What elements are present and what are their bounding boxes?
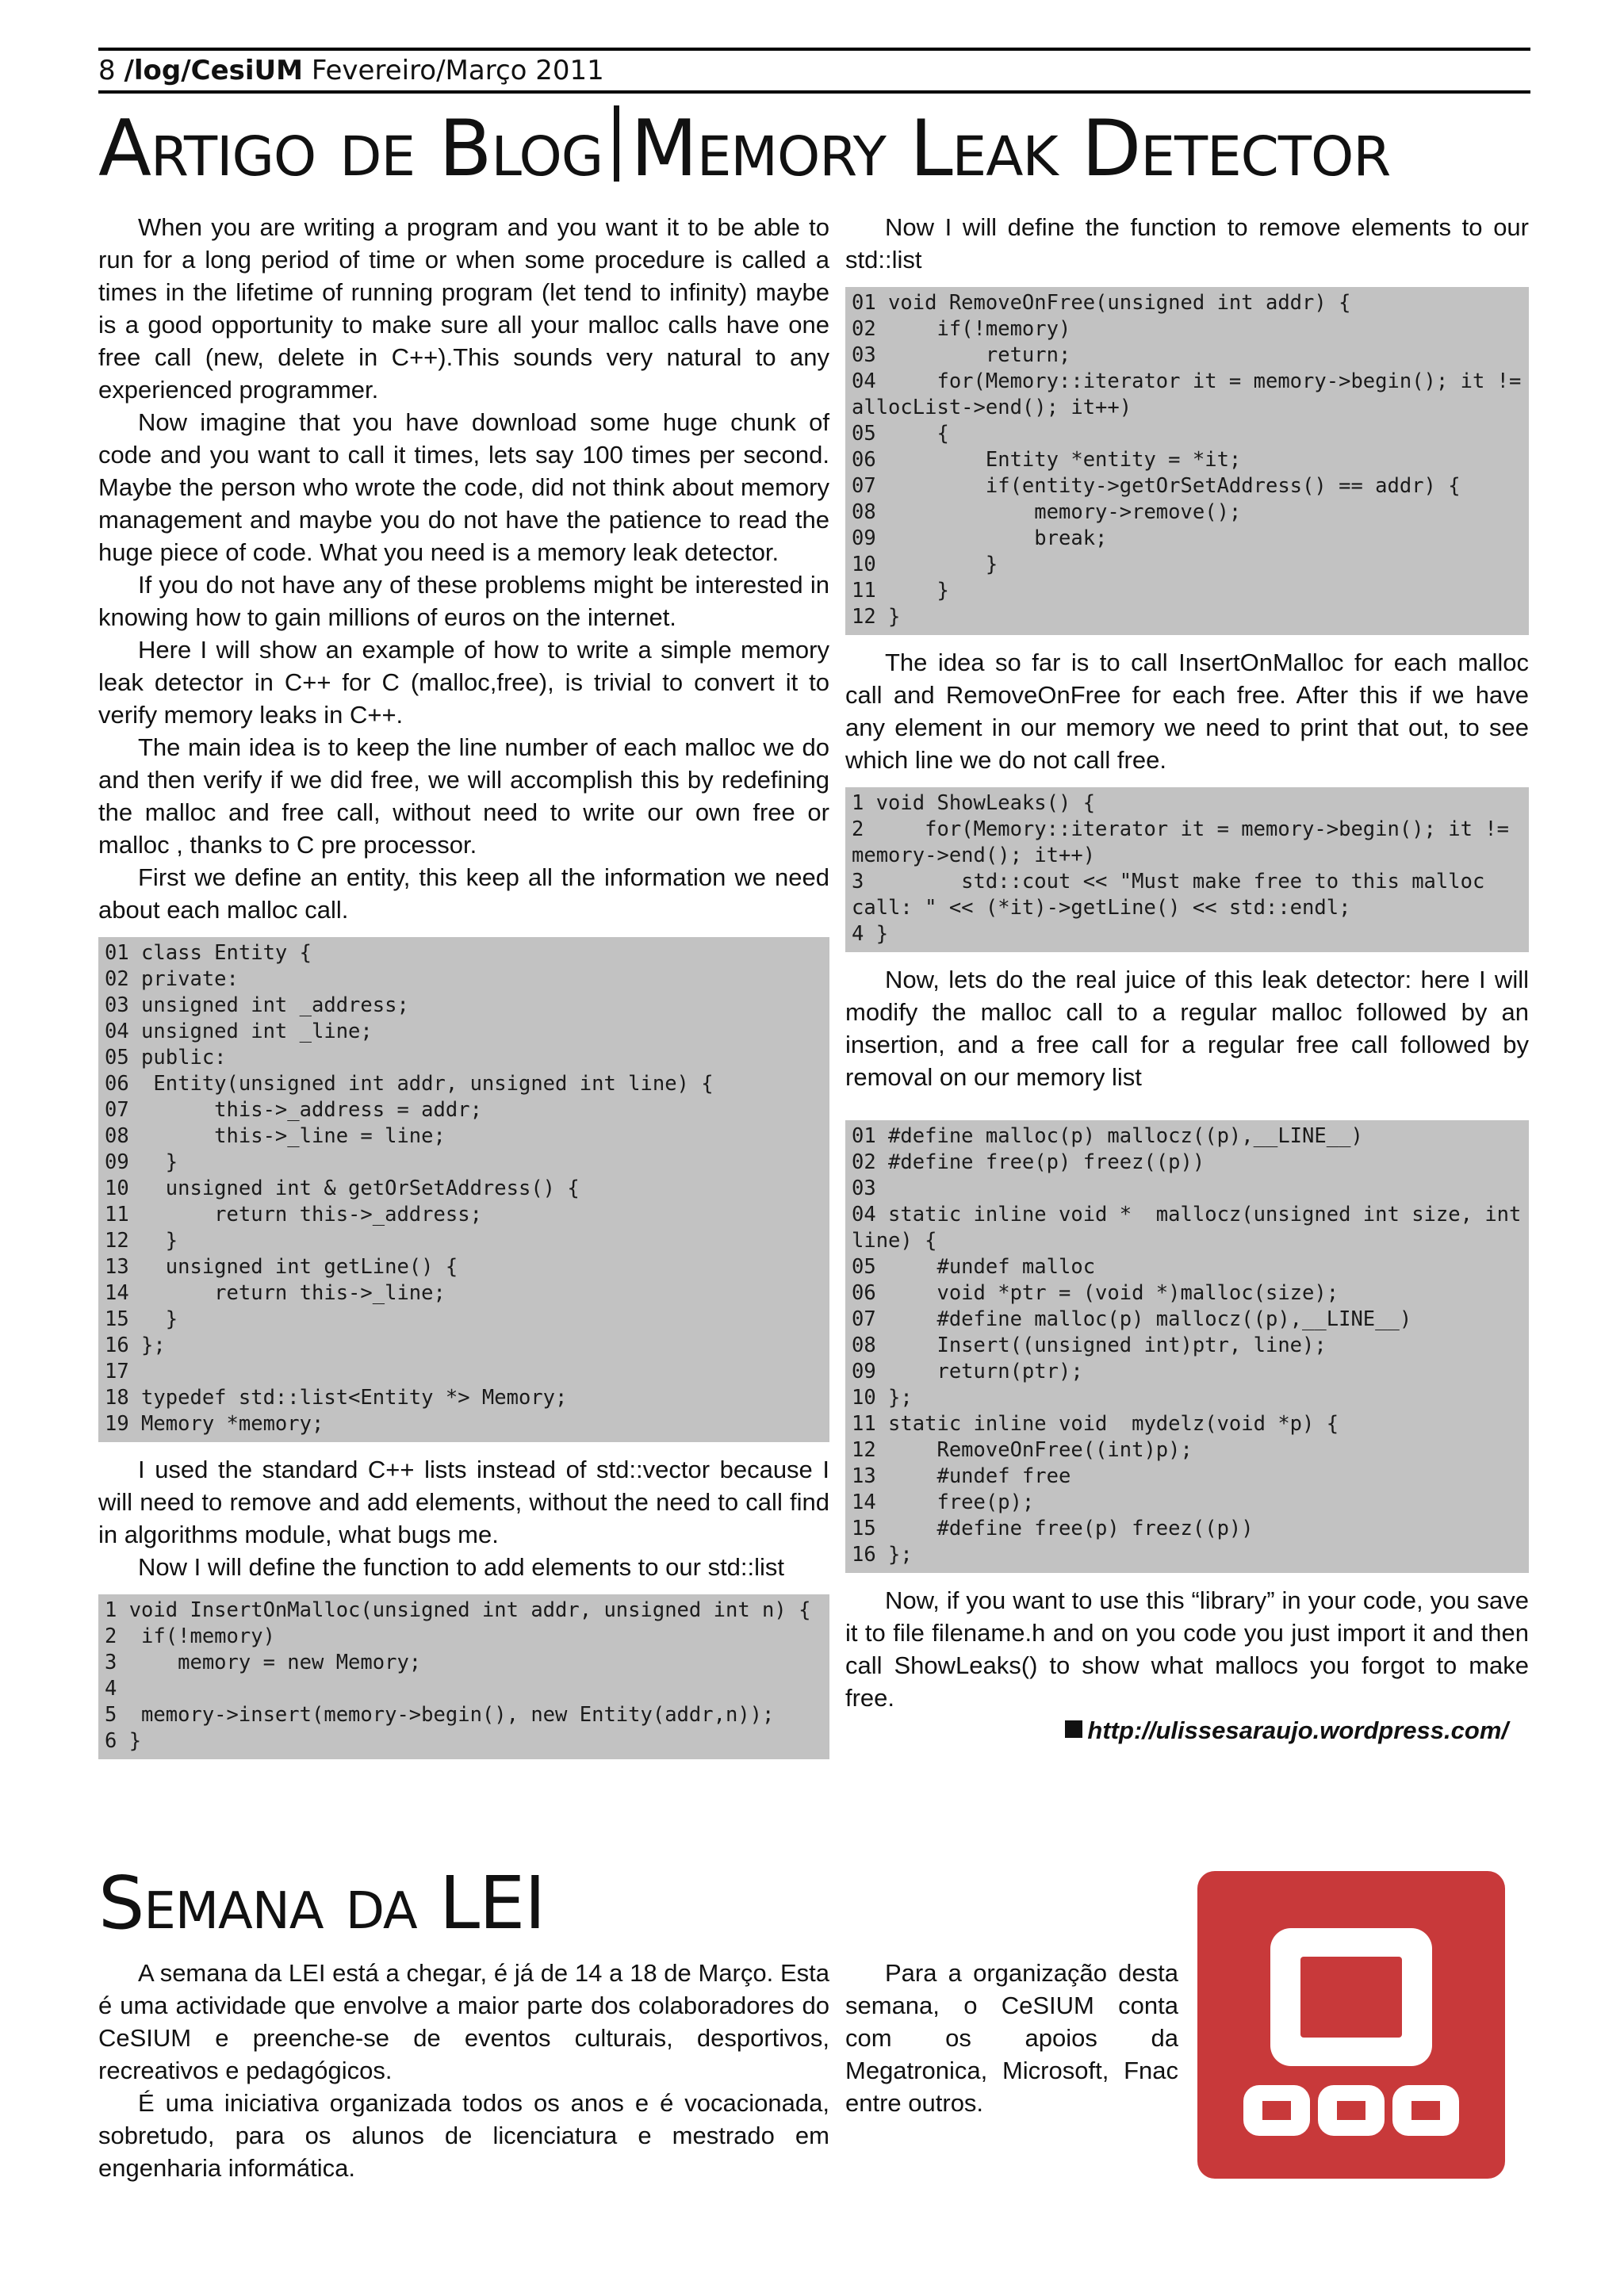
- title-divider: [614, 105, 619, 182]
- paragraph: Para a organização desta semana, o CeSIUM conta com os apoios da Megatronica, Microsoft, Fnac entre outros.: [845, 1959, 1178, 2117]
- semana-title: Semana da LEI: [98, 1861, 546, 1946]
- page-number: 8: [98, 55, 116, 86]
- header-rule-bottom: [98, 90, 1530, 94]
- paragraph: Now I will define the function to remove elements to our std::list: [845, 213, 1529, 274]
- paragraph: A semana da LEI está a chegar, é já de 14 a 18 de Março. Esta é uma actividade que envolve a maior parte dos colaboradores do CeSIUM e preenche-se de eventos culturais, desportivos, recreativos e pedagógicos.: [98, 1959, 829, 2084]
- code-block-entity: 01 class Entity { 02 private: 03 unsigned int _address; 04 unsigned int _line; 05 public: 06 Entity(unsigned int addr, unsigned int line) { 07 this->_address = addr; 08 this->_line = line; 09 } 10 unsigned int & getOrSetAddress() { 11 return this->_address; 12 } 13 unsigned int getLine() { 14 return this->_line; 15 } 16 }; 17 18 typedef std::list<Entity *> Memory; 19 Memory *memory;: [98, 937, 829, 1442]
- lei-logo: [1197, 1871, 1505, 2179]
- magazine-brand: /log/CesiUM: [124, 55, 303, 86]
- article-title: [98, 101, 1390, 197]
- article-title-section: Artigo de Blog: [98, 104, 603, 194]
- article-title-topic: Memory Leak Detector: [630, 104, 1391, 194]
- paragraph: Here I will show an example of how to write a simple memory leak detector in C++ for C (malloc,free), is trivial to convert it to verify memory leaks in C++.: [98, 636, 829, 729]
- paragraph: The main idea is to keep the line number of each malloc we do and then verify if we did free, we will accomplish this by redefining the malloc and free call, without need to write our own free or malloc , thanks to C pre processor.: [98, 733, 829, 859]
- page-header: [98, 51, 1530, 90]
- paragraph: Now imagine that you have download some huge chunk of code and you want to call it times, lets say 100 times per second. Maybe the person who wrote the code, did not think about memory management and maybe you do not have the patience to read the huge piece of code. What you need is a memory leak detector.: [98, 408, 829, 566]
- code-block-insert-on-malloc: 1 void InsertOnMalloc(unsigned int addr, unsigned int n) { 2 if(!memory) 3 memory = new Memory; 4 5 memory->insert(memory->begin(), new Entity(addr,n)); 6 }: [98, 1594, 829, 1759]
- square-bullet-icon: [1065, 1720, 1082, 1738]
- paragraph: Now, if you want to use this “library” in your code, you save it to file filename.h and on you code you just import it and then call ShowLeaks() to show what mallocs you forgot to make free.: [845, 1586, 1529, 1712]
- article-column-2: [845, 211, 1529, 1747]
- semana-column-2: [845, 1957, 1178, 2119]
- issue-date: Fevereiro/Março 2011: [311, 55, 604, 86]
- paragraph: First we define an entity, this keep all the information we need about each malloc call.: [98, 863, 829, 924]
- paragraph: I used the standard C++ lists instead of std::vector because I will need to remove and add elements, without the need to call find in algorithms module, what bugs me.: [98, 1456, 829, 1548]
- paragraph: When you are writing a program and you want it to be able to run for a long period of time or when some procedure is called a times in the lifetime of running program (let tend to infinity) maybe is a good opportunity to make sure all your malloc calls have one free call (new, delete in C++).This sounds very natural to any experienced programmer.: [98, 213, 829, 404]
- blog-link[interactable]: [845, 1714, 1529, 1747]
- code-block-show-leaks: 1 void ShowLeaks() { 2 for(Memory::iterator it = memory->begin(); it != memory->end(); it++) 3 std::cout << "Must make free to this malloc call: " << (*it)->getLine() << std::endl; 4 }: [845, 787, 1529, 952]
- code-block-defines: 01 #define malloc(p) mallocz((p),__LINE__) 02 #define free(p) freez((p)) 03 04 static inline void * mallocz(unsigned int size, int line) { 05 #undef malloc 06 void *ptr = (void *)malloc(size); 07 #define malloc(p) mallocz((p),__LINE__) 08 Insert((unsigned int)ptr, line); 09 return(ptr); 10 }; 11 static inline void mydelz(void *p) { 12 RemoveOnFree((int)p); 13 #undef free 14 free(p); 15 #define free(p) freez((p)) 16 };: [845, 1120, 1529, 1573]
- blog-link-text[interactable]: http://ulissesaraujo.wordpress.com/: [1087, 1716, 1508, 1744]
- paragraph: Now I will define the function to add elements to our std::list: [138, 1553, 785, 1581]
- article-column-1: [98, 211, 829, 1770]
- code-block-remove-on-free: 01 void RemoveOnFree(unsigned int addr) { 02 if(!memory) 03 return; 04 for(Memory::iterator it = memory->begin(); it != allocList->end(); it++) 05 { 06 Entity *entity = *it; 07 if(entity->getOrSetAddress() == addr) { 08 memory->remove(); 09 break; 10 } 11 } 12 }: [845, 287, 1529, 635]
- paragraph: The idea so far is to call InsertOnMalloc for each malloc call and RemoveOnFree for each free. After this if we have any element in our memory we need to print that out, to see which line we do not call free.: [845, 649, 1529, 774]
- paragraph: Now, lets do the real juice of this leak detector: here I will modify the malloc call to a regular malloc followed by an insertion, and a free call for a regular free call followed by removal on our memory list: [845, 966, 1529, 1091]
- semana-column-1: [98, 1957, 829, 2184]
- lei-logo-icon: [1197, 1871, 1505, 2179]
- paragraph: É uma iniciativa organizada todos os anos e é vocacionada, sobretudo, para os alunos de licenciatura e mestrado em engenharia informática.: [98, 2089, 829, 2182]
- paragraph: If you do not have any of these problems might be interested in knowing how to gain millions of euros on the internet.: [98, 571, 829, 631]
